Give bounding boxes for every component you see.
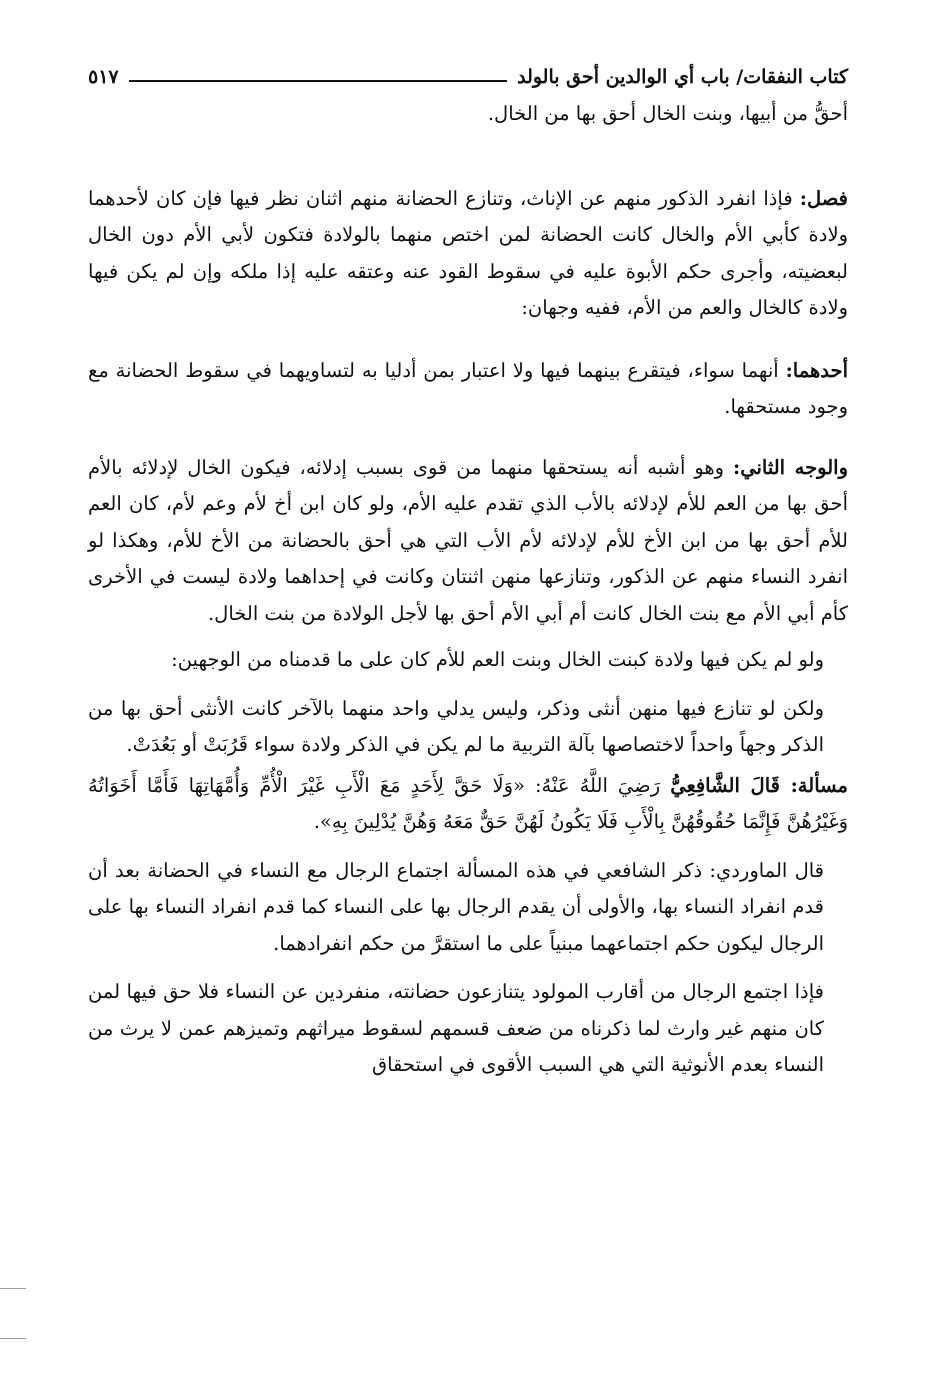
paragraph-mawardi: قال الماوردي: ذكر الشافعي في هذه المسألة اجتماع الرجال مع النساء في الحضانة بعد أن قدم انفراد النساء بها، والأولى أن يقدم الرجال بها على النساء كما قدم انفراد النساء بها على الرجال ليكون حكم اجتماعهما مبنياً على ما استقرَّ من حكم انفرادهما. bbox=[88, 858, 824, 955]
fasl-text: فإذا انفرد الذكور منهم عن الإناث، وتنازع الحضانة منهم اثنان نظر فيها فإن كان لأحدهما ولادة كأبي الأم والخال كانت الحضانة لمن اختص منهما بالولادة فتكون لأبي الأم دون الخال لبعضيته، وأجرى حكم الأبوة عليه في سقوط القود عنه وعتقه عليه إذا ملكه وإن لم يكن فيها ولادة كالخال والعم من الأم، ففيه وجهان: bbox=[88, 186, 848, 319]
paragraph-continuation: أحقُّ من أبيها، وبنت الخال أحق بها من الخال. bbox=[487, 102, 848, 125]
chapter-title: كتاب النفقات/ باب أي الوالدين أحق بالولد bbox=[517, 66, 848, 88]
scan-edge-mark-bottom bbox=[0, 1338, 26, 1339]
paragraph-walakin: ولكن لو تنازع فيها منهن أنثى وذكر، وليس يدلي واحد منهما بالآخر كانت الأنثى أحق بها من الذكر وجهاً واحداً لاختصاصها بآلة التربية ما لم يكن في الذكر ولادة سواء قَرُبَتْ أو بَعُدَتْ. bbox=[88, 696, 824, 756]
header-rule bbox=[129, 80, 507, 82]
second-view-text: وهو أشبه أنه يستحقها منهما من قوى بسبب إدلائه، فيكون الخال لإدلائه بالأم أحق بها من العم للأم لإدلائه بالأب الذي تقدم عليه الأم، ولو كان ابن أخ لأم وعم لأم، كان العم للأم أحق بها من ابن الأخ للأم لإدلائه لأم الأب التي هي أحق بالحضانة من الأخ للأم، وهكذا لو انفرد النساء منهم عن الذكور، وتنازعها منهن اثنتان وكانت في إحداهما ولادة ليست في الأخرى كأم أبي الأم مع بنت الخال كانت أم أبي الأم أحق بها لأجل الولادة من بنت الخال. bbox=[88, 455, 848, 625]
paragraph-fasl bbox=[88, 181, 848, 327]
fasl-heading: فصل: bbox=[799, 186, 848, 210]
paragraph-idha: فإذا اجتمع الرجال من أقارب المولود يتنازعون حضانته، منفردين عن النساء فلا حق فيها لمن كان منهم غير وارث لما ذكرناه من ضعف قسمهم لسقوط ميراثهم وتميزهم عمن لا يرث من النساء بعدم الأنوثية التي هي السبب الأقوى في استحقاق bbox=[88, 980, 824, 1076]
paragraph-walaw: ولو لم يكن فيها ولادة كبنت الخال وبنت العم للأم كان على ما قدمناه من الوجهين: bbox=[171, 648, 824, 671]
masala-heading: مسألة: قَالَ الشَّافِعِيُّ bbox=[670, 773, 848, 797]
scan-edge-mark-top bbox=[0, 1288, 26, 1289]
paragraph-first-view bbox=[88, 353, 848, 426]
page-number: ٥١٧ bbox=[88, 66, 119, 88]
first-view-heading: أحدهما: bbox=[785, 358, 848, 382]
running-header bbox=[88, 60, 848, 94]
paragraph-masala bbox=[88, 768, 848, 841]
second-view-heading: والوجه الثاني: bbox=[733, 455, 848, 479]
book-page bbox=[88, 60, 848, 1084]
masala-text: رَضِيَ اللَّهُ عَنْهُ: «وَلَا حَقَّ لِأَحَدٍ مَعَ الْأَبِ غَيْرَ الْأُمِّ وَأُمَّهَاتِهَا فَأَمَّا أَخَوَاتُهُ وَغَيْرُهُنَّ فَإِنَّمَا حُقُوقُهُنَّ بِالْأَبِ فَلَا يَكُونُ لَهُنَّ حَقٌّ مَعَهُ وَهُنَّ يُدْلِينَ بِهِ». bbox=[88, 773, 848, 833]
first-view-text: أنهما سواء، فيتقرع بينهما فيها ولا اعتبار بمن أدليا به لتساويهما في سقوط الحضانة مع وجود مستحقها. bbox=[88, 358, 848, 418]
paragraph-second-view bbox=[88, 450, 848, 633]
